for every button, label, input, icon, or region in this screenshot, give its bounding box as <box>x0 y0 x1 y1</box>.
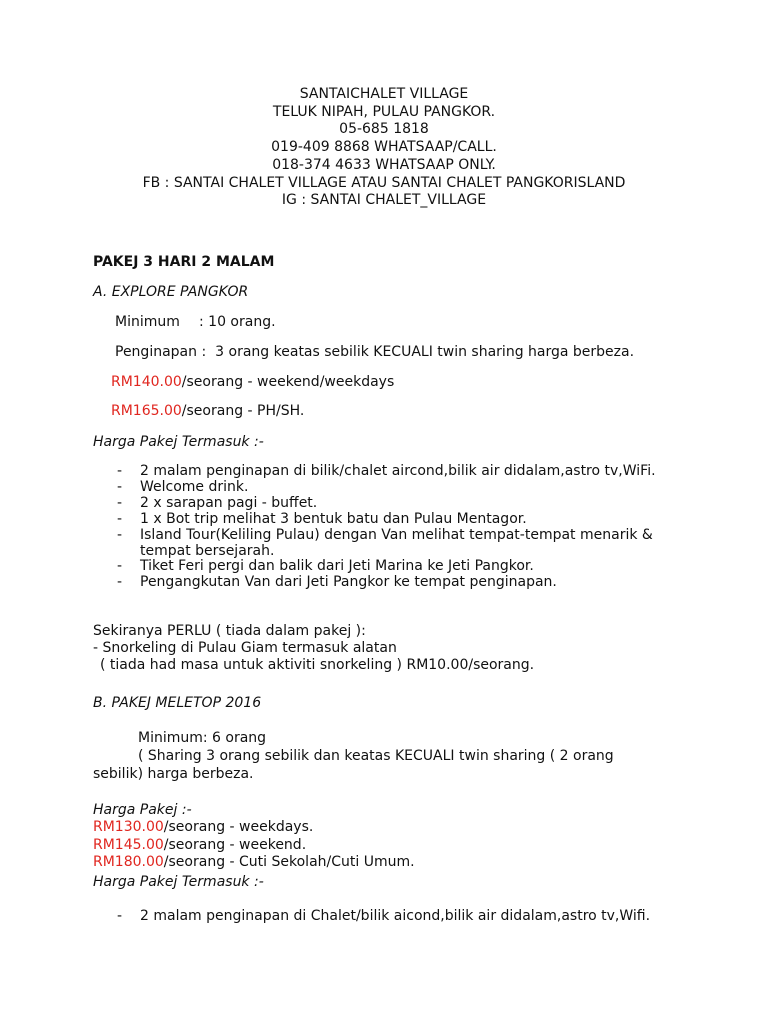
list-bullet: - <box>117 494 123 511</box>
list-item-text: 1 x Bot trip melihat 3 bentuk batu dan Pulau Mentagor. <box>140 510 527 527</box>
business-address: TELUK NIPAH, PULAU PANGKOR. <box>272 103 496 120</box>
accommodation-value: 3 orang keatas sebilik KECUALI twin sharing harga berbeza. <box>215 344 635 360</box>
price-detail: /seorang - PH/SH. <box>181 403 305 419</box>
optional-activity-block <box>93 623 534 674</box>
contact-header <box>0 86 768 210</box>
section-b-sharing-note: ( Sharing 3 orang sebilik dan keatas KECUALI twin sharing ( 2 orang sebilik) harga berbeza. <box>93 748 614 782</box>
section-b-price-list <box>93 819 415 872</box>
price-amount: RM180.00 <box>93 854 164 871</box>
list-bullet: - <box>117 908 123 924</box>
list-item-text: 2 malam penginapan di bilik/chalet aircond,bilik air didalam,astro tv,WiFi. <box>140 463 656 479</box>
list-bullet: - <box>117 478 123 495</box>
phone-whatsapp-call: 019-409 8868 WHATSAAP/CALL. <box>271 139 497 156</box>
list-item <box>117 575 670 591</box>
optional-item: - Snorkeling di Pulau Giam termasuk alatan <box>93 640 397 656</box>
list-item <box>117 559 670 575</box>
instagram-line: IG : SANTAI CHALET_VILLAGE <box>281 192 487 209</box>
section-a-minimum-value: : 10 orang. <box>199 314 276 330</box>
optional-heading: Sekiranya PERLU ( tiada dalam pakej ): <box>93 623 366 639</box>
section-a-accommodation <box>115 343 634 361</box>
price-amount: RM145.00 <box>93 836 164 853</box>
package-title: PAKEJ 3 HARI 2 MALAM <box>93 254 275 270</box>
section-a-title: A. EXPLORE PANGKOR <box>93 284 249 300</box>
list-item <box>117 512 670 528</box>
list-bullet: - <box>117 558 123 575</box>
list-item-text: Pengangkutan Van dari Jeti Pangkor ke tempat penginapan. <box>140 574 557 591</box>
list-item <box>117 480 670 496</box>
price-detail: /seorang - weekend. <box>163 836 307 853</box>
list-item <box>117 496 670 512</box>
phone-number: 05-685 1818 <box>339 121 429 138</box>
price-detail: /seorang - Cuti Sekolah/Cuti Umum. <box>163 854 415 871</box>
section-a-minimum-label: Minimum <box>115 314 180 330</box>
price-amount: RM165.00 <box>111 403 182 419</box>
section-a-price-line <box>111 373 394 391</box>
list-item-text: Tiket Feri pergi dan balik dari Jeti Marina ke Jeti Pangkor. <box>140 558 534 575</box>
section-a-includes-heading: Harga Pakej Termasuk :- <box>93 434 264 450</box>
section-b-price-line <box>93 819 415 837</box>
list-item-text: Welcome drink. <box>140 478 249 495</box>
optional-note: ( tiada had masa untuk aktiviti snorkeling ) RM10.00/seorang. <box>100 657 535 673</box>
section-b-price-heading: Harga Pakej :- <box>93 802 192 818</box>
price-detail: /seorang - weekdays. <box>163 819 314 835</box>
list-bullet: - <box>117 510 123 527</box>
section-b-title: B. PAKEJ MELETOP 2016 <box>93 695 262 711</box>
list-item-text: Island Tour(Keliling Pulau) dengan Van melihat tempat-tempat menarik & tempat bersejarah. <box>140 526 653 559</box>
section-b-price-line <box>93 837 415 855</box>
list-item-text: 2 x sarapan pagi - buffet. <box>140 494 318 511</box>
price-amount: RM130.00 <box>93 819 164 835</box>
accommodation-label: Penginapan : <box>115 344 207 360</box>
list-bullet: - <box>117 526 123 543</box>
section-a-price-line <box>111 402 304 420</box>
facebook-line: FB : SANTAI CHALET VILLAGE ATAU SANTAI CHALET PANGKORISLAND <box>142 174 626 191</box>
price-amount: RM140.00 <box>111 374 182 390</box>
list-bullet: - <box>117 574 123 591</box>
list-item <box>117 909 670 925</box>
list-item <box>117 464 670 480</box>
section-b-includes-heading: Harga Pakej Termasuk :- <box>93 874 264 890</box>
list-item <box>117 528 670 560</box>
section-a-includes-list <box>117 464 670 591</box>
price-detail: /seorang - weekend/weekdays <box>181 374 395 390</box>
section-b-includes-list <box>117 909 670 925</box>
list-bullet: - <box>117 463 123 479</box>
phone-whatsapp-only: 018-374 4633 WHATSAAP ONLY. <box>272 156 496 173</box>
section-b-minimum: Minimum: 6 orang <box>138 730 267 746</box>
section-b-price-line <box>93 854 415 872</box>
list-item-text: 2 malam penginapan di Chalet/bilik aicond,bilik air didalam,astro tv,Wifi. <box>140 908 651 924</box>
business-name: SANTAICHALET VILLAGE <box>299 86 469 102</box>
